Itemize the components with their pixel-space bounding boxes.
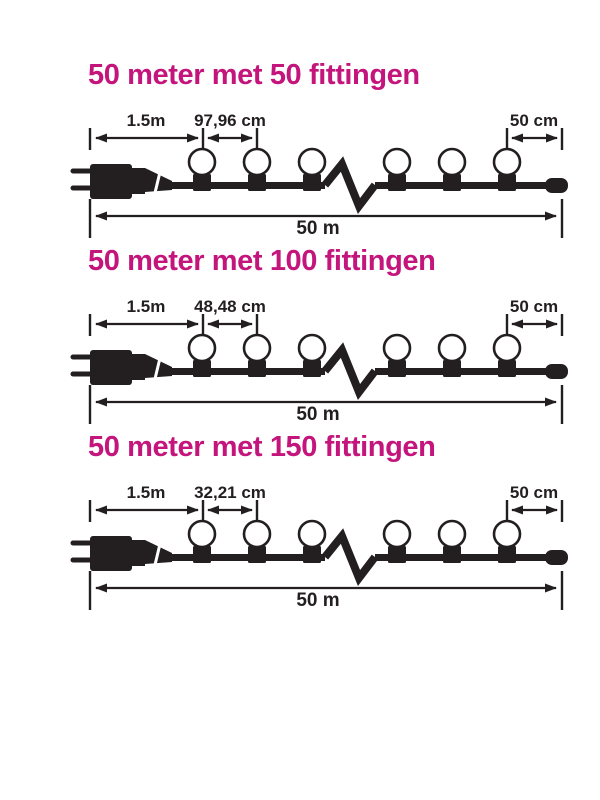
bulb-glass xyxy=(189,521,215,547)
bulb-spacing-dimension xyxy=(194,483,266,522)
total-length-label: 50 m xyxy=(296,590,340,611)
end-label: 50 cm xyxy=(509,111,559,130)
bulb-socket xyxy=(248,174,266,191)
bulb-glass xyxy=(494,149,520,175)
total-length-label: 50 m xyxy=(296,404,340,425)
bulb-glass xyxy=(299,149,325,175)
bulb-glass xyxy=(494,521,520,547)
section-title xyxy=(88,60,420,92)
bulb-glass xyxy=(494,335,520,361)
plug-body xyxy=(90,536,132,571)
title-connector: met xyxy=(211,59,263,91)
cable-break-zigzag-icon xyxy=(325,164,375,206)
title-connector: met xyxy=(211,245,263,277)
cable-break-zigzag-icon xyxy=(325,536,375,578)
bulb-socket xyxy=(303,174,321,191)
plug-collar xyxy=(131,540,145,566)
bulb-glass xyxy=(439,335,465,361)
end-dimension xyxy=(507,111,562,150)
cable-left xyxy=(150,554,325,561)
bulb-socket xyxy=(248,360,266,377)
lead-in-label: 1.5m xyxy=(126,297,166,316)
lead-in-label: 1.5m xyxy=(126,483,166,502)
cable-left xyxy=(150,368,325,375)
section-150-fittingen xyxy=(0,430,600,616)
bulb-socket xyxy=(303,546,321,563)
bulb-socket xyxy=(388,360,406,377)
end-cap-icon xyxy=(545,364,568,379)
title-length: 50 meter xyxy=(88,59,205,91)
plug-collar xyxy=(131,354,145,380)
bulb-socket xyxy=(388,546,406,563)
bulb-glass xyxy=(299,335,325,361)
end-label: 50 cm xyxy=(509,297,559,316)
title-length: 50 meter xyxy=(88,245,205,277)
title-count: 150 fittingen xyxy=(269,431,436,463)
bulb-socket xyxy=(193,360,211,377)
bulb-spacing-dimension xyxy=(194,111,266,150)
spacing-label: 32,21 cm xyxy=(194,483,266,502)
bulb-socket xyxy=(443,546,461,563)
bulb-spacing-dimension xyxy=(194,297,266,336)
string-light-diagram xyxy=(55,468,575,612)
bulb-glass xyxy=(299,521,325,547)
bulb-glass xyxy=(244,149,270,175)
plug-body xyxy=(90,350,132,385)
bulb-socket xyxy=(498,174,516,191)
title-count: 100 fittingen xyxy=(269,245,436,277)
total-length-dimension xyxy=(90,571,562,611)
bulb-glass xyxy=(439,521,465,547)
bulb-socket xyxy=(193,174,211,191)
total-length-dimension xyxy=(90,199,562,239)
bulb-socket xyxy=(388,174,406,191)
section-title xyxy=(88,432,435,464)
bulb-socket xyxy=(443,360,461,377)
lead-in-dimension xyxy=(90,297,203,336)
section-title xyxy=(88,246,435,278)
section-100-fittingen xyxy=(0,244,600,430)
lead-in-dimension xyxy=(90,111,203,150)
bulb-socket xyxy=(443,174,461,191)
bulb-socket xyxy=(193,546,211,563)
total-length-label: 50 m xyxy=(296,218,340,239)
spacing-label: 97,96 cm xyxy=(194,111,266,130)
spacing-label: 48,48 cm xyxy=(194,297,266,316)
plug-body xyxy=(90,164,132,199)
end-cap-icon xyxy=(545,178,568,193)
end-dimension xyxy=(507,483,562,522)
section-50-fittingen xyxy=(0,58,600,244)
bulb-socket xyxy=(248,546,266,563)
string-light-diagram xyxy=(55,282,575,426)
bulb-glass xyxy=(439,149,465,175)
lead-in-label: 1.5m xyxy=(126,111,166,130)
bulb-glass xyxy=(384,149,410,175)
bulb-glass xyxy=(189,335,215,361)
string-light-diagram xyxy=(55,96,575,240)
bulb-glass xyxy=(244,335,270,361)
title-connector: met xyxy=(211,431,263,463)
bulb-socket xyxy=(303,360,321,377)
end-label: 50 cm xyxy=(509,483,559,502)
bulb-glass xyxy=(384,335,410,361)
title-length: 50 meter xyxy=(88,431,205,463)
lead-in-dimension xyxy=(90,483,203,522)
bulb-glass xyxy=(384,521,410,547)
bulb-glass xyxy=(189,149,215,175)
bulb-socket xyxy=(498,546,516,563)
bulb-socket xyxy=(498,360,516,377)
cable-break-zigzag-icon xyxy=(325,350,375,392)
plug-collar xyxy=(131,168,145,194)
cable-left xyxy=(150,182,325,189)
title-count: 50 fittingen xyxy=(269,59,420,91)
bulb-glass xyxy=(244,521,270,547)
end-dimension xyxy=(507,297,562,336)
total-length-dimension xyxy=(90,385,562,425)
end-cap-icon xyxy=(545,550,568,565)
